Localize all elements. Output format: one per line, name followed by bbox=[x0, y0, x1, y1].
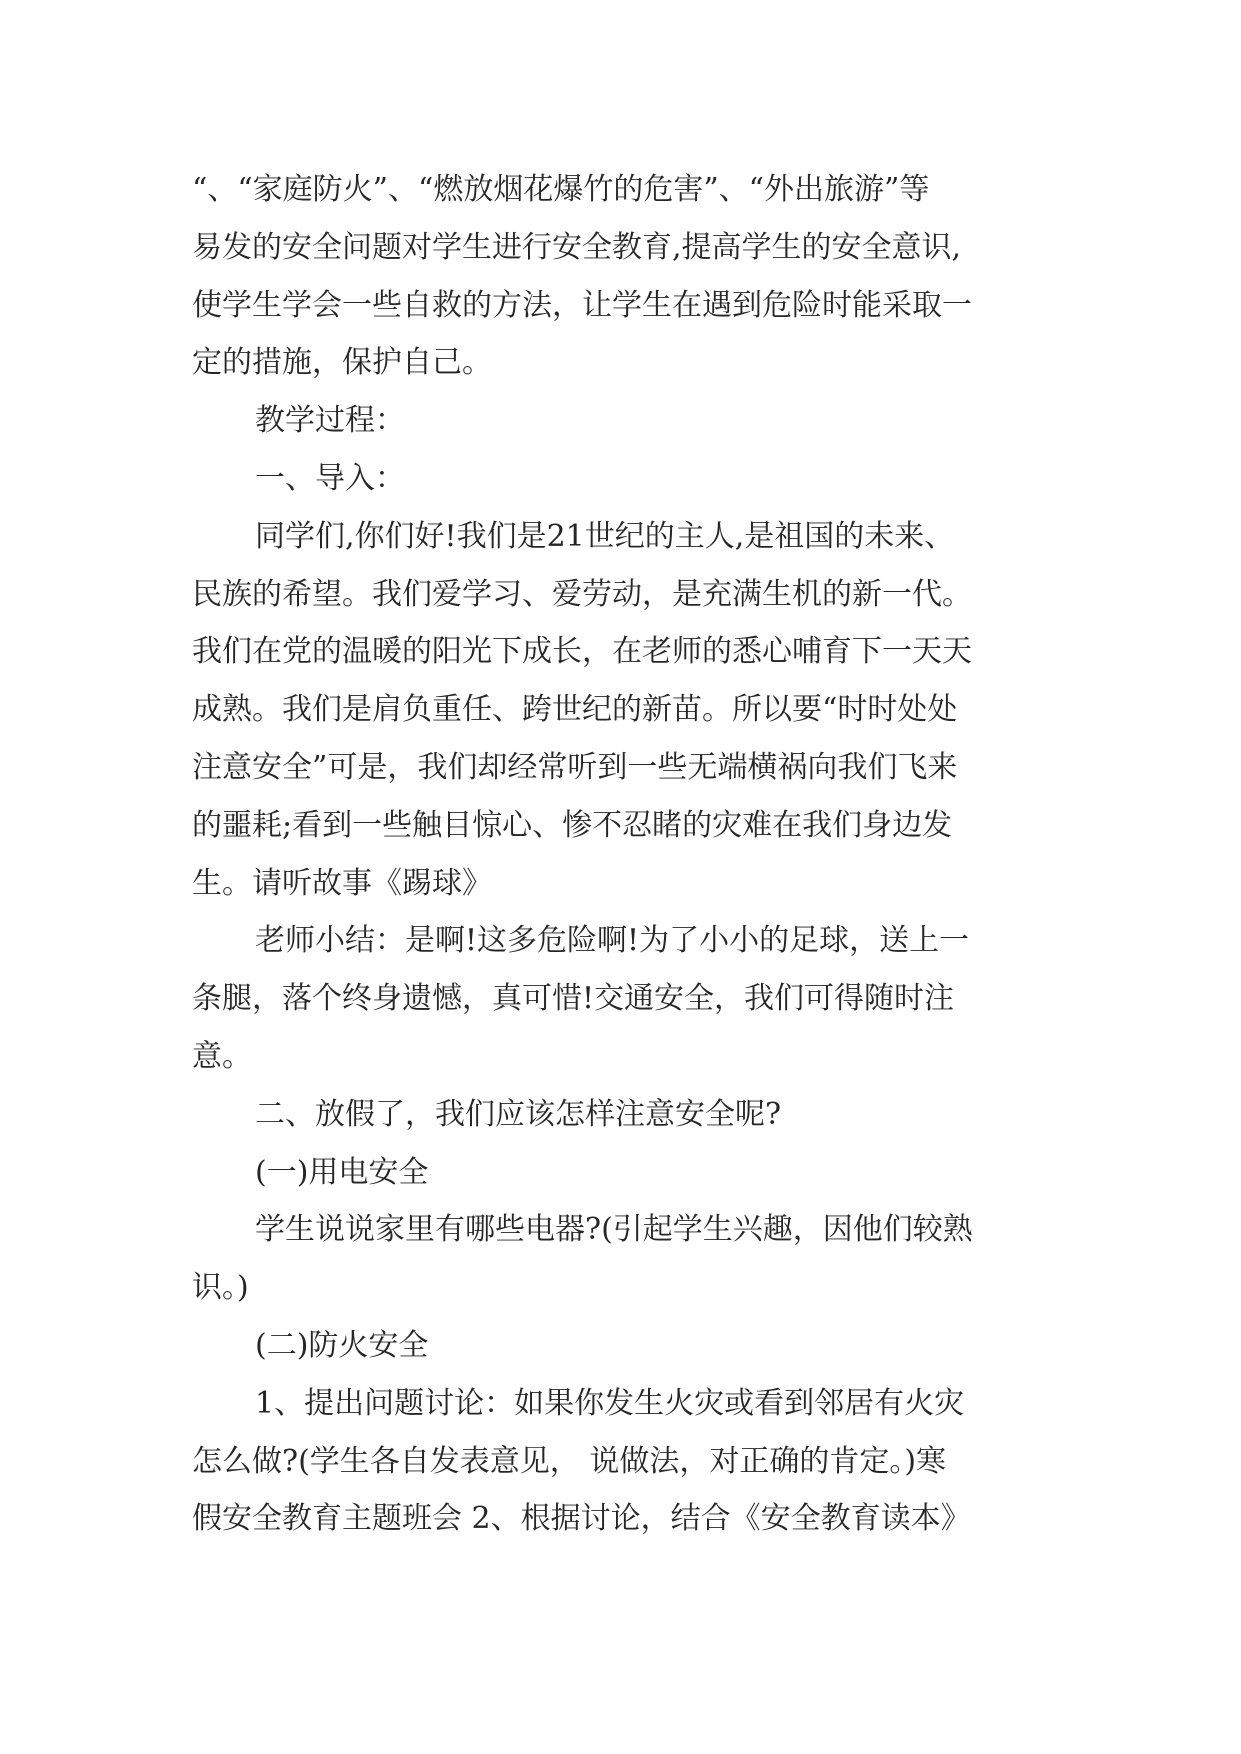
text-line-13: 生。请听故事《踢球》 bbox=[192, 865, 492, 901]
section-heading-introduction: 一、导入： bbox=[255, 460, 405, 496]
section-heading-teaching-process: 教学过程： bbox=[255, 403, 405, 439]
text-line-16: 意。 bbox=[192, 1038, 252, 1074]
text-line-8: 民族的希望。我们爱学习、爱劳动，是充满生机的新一代。 bbox=[192, 576, 972, 612]
subsection-heading-fire-safety: (二)防火安全 bbox=[255, 1327, 429, 1363]
text-line-1: “、“家庭防火”、“燃放烟花爆竹的危害”、“外出旅游”等 bbox=[192, 172, 930, 207]
text-line-20: 识。) bbox=[192, 1270, 249, 1306]
text-line-4: 定的措施，保护自己。 bbox=[192, 345, 492, 381]
text-line-24: 假安全教育主题班会 2、根据讨论，结合《安全教育读本》 bbox=[192, 1501, 971, 1537]
text-line-3: 使学生学会一些自救的方法，让学生在遇到危险时能采取一 bbox=[192, 287, 972, 323]
text-line-23: 怎么做?(学生各自发表意见， 说做法，对正确的肯定。)寒 bbox=[192, 1443, 947, 1479]
text-line-2: 易发的安全问题对学生进行安全教育,提高学生的安全意识, bbox=[192, 229, 962, 265]
text-line-9: 我们在党的温暖的阳光下成长，在老师的悉心哺育下一天天 bbox=[192, 634, 972, 670]
text-line-19: 学生说说家里有哪些电器?(引起学生兴趣，因他们较熟 bbox=[255, 1212, 973, 1248]
section-heading-holiday-safety: 二、放假了，我们应该怎样注意安全呢? bbox=[255, 1096, 782, 1132]
text-line-22: 1、提出问题讨论：如果你发生火灾或看到邻居有火灾 bbox=[255, 1385, 965, 1421]
text-line-10: 成熟。我们是肩负重任、跨世纪的新苗。所以要“时时处处 bbox=[192, 692, 958, 728]
subsection-heading-electrical-safety: (一)用电安全 bbox=[255, 1154, 429, 1190]
text-line-15: 条腿，落个终身遗憾，真可惜!交通安全，我们可得随时注 bbox=[192, 981, 955, 1017]
text-line-11: 注意安全”可是，我们却经常听到一些无端横祸向我们飞来 bbox=[192, 749, 958, 785]
text-line-12: 的噩耗;看到一些触目惊心、惨不忍睹的灾难在我们身边发 bbox=[192, 807, 953, 843]
text-line-7: 同学们,你们好!我们是21世纪的主人,是祖国的未来、 bbox=[255, 518, 955, 554]
text-line-14: 老师小结：是啊!这多危险啊!为了小小的足球，送上一 bbox=[255, 923, 970, 959]
document-body bbox=[192, 161, 1072, 1548]
